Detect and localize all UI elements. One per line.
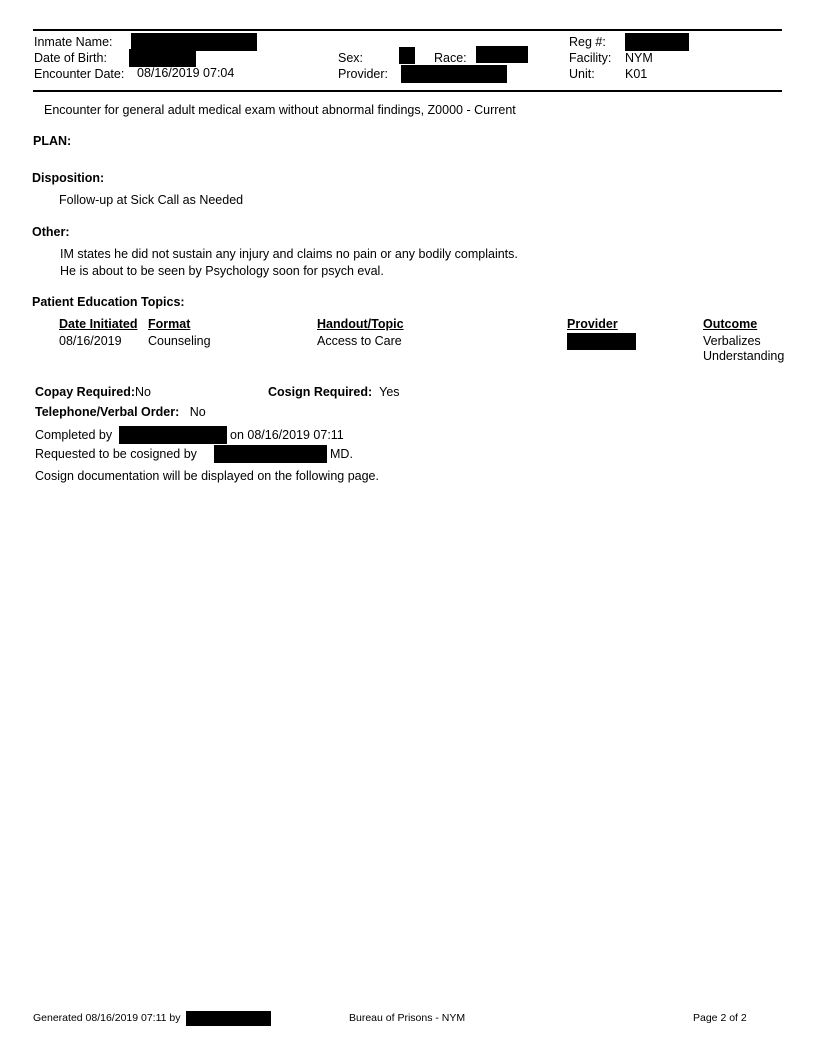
row-outcome-line-1: Verbalizes — [703, 334, 761, 348]
provider-label: Provider: — [338, 67, 389, 81]
col-provider: Provider — [567, 317, 618, 331]
other-line-1: IM states he did not sustain any injury and claims no pain or any bodily complaints. — [60, 247, 518, 261]
verbal-order-label: Telephone/Verbal Order: — [35, 405, 180, 419]
cosign-row — [268, 385, 400, 399]
encounter-date-value: 08/16/2019 07:04 — [137, 66, 235, 80]
unit-value: K01 — [625, 67, 648, 81]
completed-by-label: Completed by — [35, 428, 113, 442]
header-bottom-rule — [33, 90, 782, 92]
copay-row — [35, 385, 151, 399]
redacted-row-provider — [567, 333, 636, 350]
verbal-order-value: No — [189, 405, 206, 419]
footer-generated: Generated 08/16/2019 07:11 by — [33, 1012, 181, 1024]
requested-label: Requested to be cosigned by — [35, 447, 197, 461]
cosign-note: Cosign documentation will be displayed on the following page. — [35, 469, 379, 483]
reg-label: Reg #: — [569, 35, 606, 49]
redacted-footer-user — [186, 1011, 271, 1026]
disposition-heading: Disposition: — [32, 171, 105, 185]
race-label: Race: — [434, 51, 467, 65]
row-outcome-line-2: Understanding — [703, 349, 785, 363]
cosign-label: Cosign Required: — [268, 385, 373, 399]
copay-label: Copay Required: — [35, 385, 136, 399]
redacted-dob — [129, 49, 196, 67]
other-heading: Other: — [32, 225, 70, 239]
redacted-completed-by — [119, 426, 227, 444]
other-line-2: He is about to be seen by Psychology soon for psych eval. — [60, 264, 384, 278]
encounter-date-label: Encounter Date: — [34, 67, 125, 81]
row-format: Counseling — [148, 334, 211, 348]
verbal-order-row — [35, 405, 206, 419]
requested-suffix: MD. — [330, 447, 353, 461]
footer-center: Bureau of Prisons - NYM — [349, 1012, 466, 1024]
col-date-initiated: Date Initiated — [59, 317, 138, 331]
footer-page: Page 2 of 2 — [693, 1012, 747, 1024]
header-top-rule — [33, 29, 782, 31]
col-format: Format — [148, 317, 191, 331]
unit-label: Unit: — [569, 67, 595, 81]
disposition-text: Follow-up at Sick Call as Needed — [59, 193, 244, 207]
col-handout-topic: Handout/Topic — [317, 317, 404, 331]
redacted-sex — [399, 47, 415, 64]
redacted-cosigner — [214, 445, 327, 463]
dob-label: Date of Birth: — [34, 51, 107, 65]
completed-on: on 08/16/2019 07:11 — [230, 428, 344, 442]
redacted-race — [476, 46, 528, 63]
copay-value: No — [135, 385, 151, 399]
row-date: 08/16/2019 — [59, 334, 122, 348]
col-outcome: Outcome — [703, 317, 758, 331]
diagnosis-line: Encounter for general adult medical exam without abnormal findings, Z0000 - Current — [44, 103, 516, 117]
facility-value: NYM — [625, 51, 653, 65]
education-heading: Patient Education Topics: — [32, 295, 185, 309]
row-topic: Access to Care — [317, 334, 402, 348]
cosign-value: Yes — [379, 385, 400, 399]
plan-heading: PLAN: — [33, 134, 72, 148]
facility-label: Facility: — [569, 51, 612, 65]
sex-label: Sex: — [338, 51, 364, 65]
redacted-provider — [401, 65, 507, 83]
redacted-reg-number — [625, 33, 689, 51]
inmate-name-label: Inmate Name: — [34, 35, 113, 49]
